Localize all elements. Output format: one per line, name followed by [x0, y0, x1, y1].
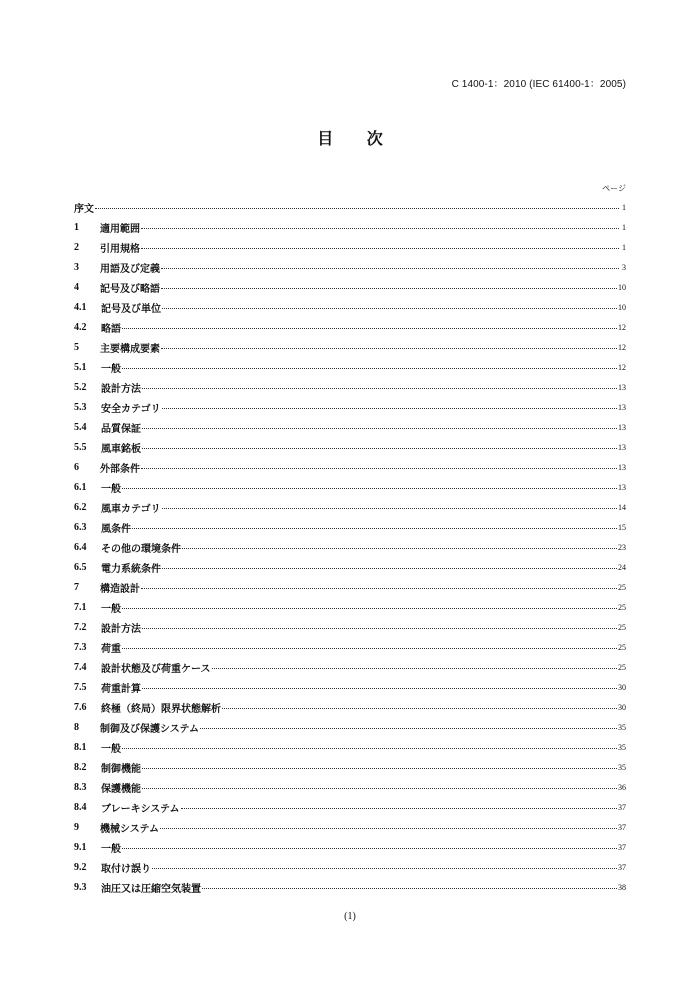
toc-entry	[74, 197, 626, 217]
toc-entry-number: 3	[74, 261, 79, 273]
toc-entry-number: 7.1	[74, 601, 87, 613]
toc-entry-title: 設計方法	[101, 383, 141, 395]
dot-leader	[142, 627, 617, 629]
toc-entry-page: 36	[618, 782, 626, 792]
toc-entry-page: 10	[618, 302, 626, 312]
toc-entry-title: 主要構成要素	[100, 343, 160, 355]
dot-leader	[200, 727, 617, 729]
dot-leader	[141, 247, 619, 249]
toc-entry-title: 油圧又は圧縮空気装置	[101, 883, 201, 895]
toc-entry	[74, 377, 626, 397]
dot-leader	[212, 667, 618, 669]
dot-leader	[162, 507, 617, 509]
dot-leader	[141, 467, 617, 469]
toc-entry	[74, 697, 626, 717]
toc-entry-page: 37	[618, 802, 626, 812]
dot-leader	[122, 367, 617, 369]
dot-leader	[122, 847, 617, 849]
toc-entry	[74, 877, 626, 897]
toc-entry-number: 8.2	[74, 761, 87, 773]
toc-entry-number: 6.2	[74, 501, 87, 513]
dot-leader	[182, 547, 617, 549]
toc-entry	[74, 777, 626, 797]
toc-entry-title: 用語及び定義	[100, 263, 160, 275]
toc-entry-page: 24	[618, 562, 626, 572]
toc-entry-title: 記号及び単位	[101, 303, 161, 315]
toc-entry-page: 1	[622, 222, 626, 232]
toc-entry-page: 12	[618, 322, 626, 332]
toc-entry-number: 7.5	[74, 681, 87, 693]
toc-entry	[74, 237, 626, 257]
toc-entry-page: 25	[618, 662, 626, 672]
toc-entry-title: 荷重計算	[101, 683, 141, 695]
toc-entry-number: 5.3	[74, 401, 87, 413]
toc-entry-page: 35	[618, 722, 626, 732]
toc-entry-page: 38	[618, 882, 626, 892]
toc-entry-title: 略語	[101, 323, 121, 335]
toc-entry-page: 15	[618, 522, 626, 532]
toc-entry	[74, 717, 626, 737]
toc-entry-page: 35	[618, 762, 626, 772]
dot-leader	[122, 647, 617, 649]
toc-entry-page: 25	[618, 602, 626, 612]
toc-entry-page: 25	[618, 642, 626, 652]
toc-entry	[74, 417, 626, 437]
toc-entry-title: 記号及び略語	[100, 283, 160, 295]
toc-entry-title: 設計方法	[101, 623, 141, 635]
toc-entry-number: 7.3	[74, 641, 87, 653]
toc-entry	[74, 437, 626, 457]
toc-entry-number: 9	[74, 821, 79, 833]
toc-entry-title: 一般	[101, 843, 121, 855]
toc-entry	[74, 577, 626, 597]
toc-entry	[74, 277, 626, 297]
toc-entry-number: 6.1	[74, 481, 87, 493]
toc-entry	[74, 557, 626, 577]
dot-leader	[122, 487, 617, 489]
footer-page-number: (1)	[344, 911, 356, 922]
document-code: C 1400-1：2010 (IEC 61400-1：2005)	[451, 79, 626, 90]
toc-entry-title: 安全カテゴリ	[101, 403, 161, 415]
toc-entry	[74, 477, 626, 497]
dot-leader	[142, 447, 617, 449]
toc-entry	[74, 257, 626, 277]
toc-entry-title: 電力系統条件	[101, 563, 161, 575]
toc-entry-number: 4	[74, 281, 79, 293]
toc-entry	[74, 837, 626, 857]
dot-leader	[142, 427, 617, 429]
toc-entry-title: 一般	[101, 743, 121, 755]
toc-entry-title: 一般	[101, 363, 121, 375]
toc-entry-title: 機械システム	[100, 823, 159, 835]
dot-leader	[122, 747, 617, 749]
page-title: 目 次	[317, 129, 397, 148]
toc-entry-title: 制御機能	[101, 763, 141, 775]
toc-entry	[74, 657, 626, 677]
toc-entry-title: 風車銘板	[101, 443, 141, 455]
toc-entry	[74, 517, 626, 537]
toc-entry-number: 7.4	[74, 661, 87, 673]
toc-entry-title: 品質保証	[101, 423, 141, 435]
toc-entry-title: 外部条件	[100, 463, 140, 475]
toc-entry-number: 1	[74, 221, 79, 233]
dot-leader	[142, 387, 617, 389]
dot-leader	[122, 607, 617, 609]
page-column-label: ページ	[602, 184, 626, 193]
toc-entry-page: 3	[622, 262, 626, 272]
toc-entry-title: 構造設計	[100, 583, 140, 595]
toc-entry-title: 一般	[101, 603, 121, 615]
dot-leader	[162, 407, 617, 409]
dot-leader	[142, 687, 617, 689]
toc-entry-page: 37	[618, 822, 626, 832]
dot-leader	[161, 267, 619, 269]
toc-entry-page: 35	[618, 742, 626, 752]
toc-entry	[74, 337, 626, 357]
toc-entry-number: 6.5	[74, 561, 87, 573]
toc-entry-number: 4.1	[74, 301, 87, 313]
dot-leader	[162, 307, 617, 309]
dot-leader	[161, 347, 617, 349]
toc-entry-page: 13	[618, 382, 626, 392]
toc-entry-title: その他の環境条件	[101, 543, 181, 555]
dot-leader	[122, 327, 617, 329]
toc-entry	[74, 457, 626, 477]
toc-entry-page: 13	[618, 462, 626, 472]
toc-entry-number: 5.1	[74, 361, 87, 373]
toc-entry-page: 1	[622, 242, 626, 252]
toc-entry-title: ブレーキシステム	[101, 803, 180, 815]
toc-entry	[74, 397, 626, 417]
toc-entry-page: 10	[618, 282, 626, 292]
toc-entry	[74, 617, 626, 637]
toc-entry-number: 8	[74, 721, 79, 733]
toc-entry-number: 8.1	[74, 741, 87, 753]
toc-entry-page: 37	[618, 842, 626, 852]
toc-entry	[74, 797, 626, 817]
dot-leader	[141, 227, 619, 229]
dot-leader	[160, 827, 617, 829]
dot-leader	[142, 767, 617, 769]
toc-entry-page: 13	[618, 482, 626, 492]
toc-entry-page: 1	[622, 202, 626, 212]
toc-entry-title: 取付け誤り	[101, 863, 151, 875]
toc-entry	[74, 317, 626, 337]
toc-entry-title: 保護機能	[101, 783, 141, 795]
toc-entry-page: 14	[618, 502, 626, 512]
table-of-contents	[74, 197, 626, 897]
dot-leader	[161, 287, 617, 289]
toc-entry-title: 制御及び保護システム	[100, 723, 199, 735]
toc-entry	[74, 217, 626, 237]
toc-entry-number: 6.4	[74, 541, 87, 553]
toc-entry-number: 9.1	[74, 841, 87, 853]
toc-entry-title: 荷重	[101, 643, 121, 655]
toc-entry-title: 序文	[74, 203, 94, 215]
toc-entry	[74, 857, 626, 877]
toc-entry-page: 12	[618, 342, 626, 352]
toc-entry	[74, 537, 626, 557]
dot-leader	[132, 527, 617, 529]
toc-entry-page: 23	[618, 542, 626, 552]
toc-entry-number: 9.3	[74, 881, 87, 893]
toc-entry	[74, 297, 626, 317]
dot-leader	[95, 207, 619, 209]
toc-entry-number: 6	[74, 461, 79, 473]
toc-entry-page: 12	[618, 362, 626, 372]
toc-entry-number: 2	[74, 241, 79, 253]
toc-entry-number: 8.3	[74, 781, 87, 793]
toc-entry-number: 7.6	[74, 701, 87, 713]
toc-entry-number: 5.5	[74, 441, 87, 453]
dot-leader	[162, 567, 617, 569]
toc-entry-title: 風条件	[101, 523, 131, 535]
toc-entry	[74, 677, 626, 697]
toc-entry-number: 5.2	[74, 381, 87, 393]
toc-entry-number: 8.4	[74, 801, 87, 813]
toc-entry-page: 25	[618, 582, 626, 592]
toc-entry	[74, 497, 626, 517]
toc-entry	[74, 757, 626, 777]
toc-entry-page: 13	[618, 422, 626, 432]
toc-entry-number: 4.2	[74, 321, 87, 333]
toc-entry	[74, 357, 626, 377]
toc-entry	[74, 637, 626, 657]
toc-entry-number: 9.2	[74, 861, 87, 873]
dot-leader	[202, 887, 617, 889]
toc-entry-page: 25	[618, 622, 626, 632]
toc-entry-number: 5	[74, 341, 79, 353]
toc-entry-title: 終極（終局）限界状態解析	[101, 703, 221, 715]
dot-leader	[142, 787, 617, 789]
toc-entry-title: 一般	[101, 483, 121, 495]
toc-entry	[74, 597, 626, 617]
toc-entry-page: 13	[618, 402, 626, 412]
toc-entry	[74, 737, 626, 757]
toc-entry-page: 30	[618, 682, 626, 692]
toc-entry-number: 7	[74, 581, 79, 593]
dot-leader	[141, 587, 617, 589]
toc-entry-page: 13	[618, 442, 626, 452]
dot-leader	[181, 807, 618, 809]
toc-entry-number: 5.4	[74, 421, 87, 433]
toc-entry-title: 適用範囲	[100, 223, 140, 235]
toc-entry-number: 7.2	[74, 621, 87, 633]
toc-entry-number: 6.3	[74, 521, 87, 533]
toc-entry-title: 引用規格	[100, 243, 140, 255]
toc-entry-page: 30	[618, 702, 626, 712]
dot-leader	[152, 867, 617, 869]
toc-entry-page: 37	[618, 862, 626, 872]
toc-entry-title: 設計状態及び荷重ケース	[101, 663, 211, 675]
dot-leader	[222, 707, 617, 709]
toc-entry-title: 風車カテゴリ	[101, 503, 161, 515]
toc-entry	[74, 817, 626, 837]
